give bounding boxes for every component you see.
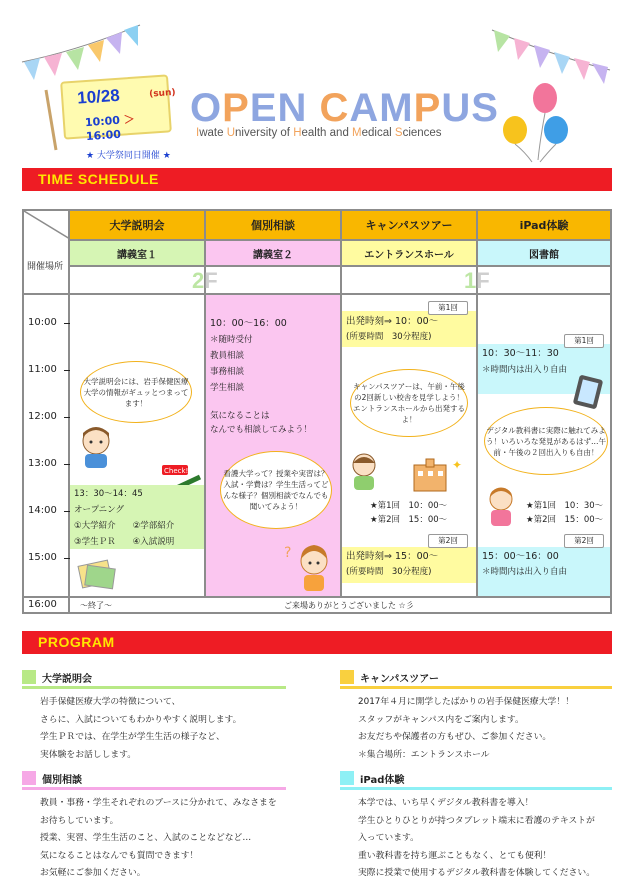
title-letter: C [319, 86, 350, 130]
ipad-rule [340, 787, 612, 790]
title-letter: O [190, 86, 223, 130]
consult-line-4: 学生相談 [210, 383, 245, 393]
venue-label: 開催場所 [27, 262, 64, 272]
program-briefing-line: 実体験をお話しします。 [40, 749, 137, 760]
ipad-round2-note: ＊時間内は出入り自由 [482, 567, 568, 577]
tablet-icon [572, 373, 606, 409]
tour-illustration [348, 451, 472, 495]
event-day: (sun) [148, 87, 176, 100]
tour-round1-tag: 第1回 [428, 301, 468, 315]
program-title: PROGRAM [38, 634, 115, 650]
title-letter: S [471, 86, 499, 130]
briefing-time: 13：30～14：45 [74, 489, 143, 499]
student-girl-icon [280, 537, 336, 593]
title-letter: P [413, 86, 442, 130]
program-briefing-line: さらに、入試についてもわかりやすく説明します。 [40, 714, 242, 725]
event-date: 10/28 [76, 85, 121, 108]
col-header-tour: キャンパスツアー [365, 219, 453, 232]
title-letter: U [441, 86, 472, 130]
tour-round2-depart: 出発時刻⇒ 15：00～ [346, 551, 439, 562]
program-ipad-title: iPad体験 [360, 775, 405, 786]
program-ipad-line: 実際に授業で使用するデジタル教科書を体験してください。 [358, 868, 595, 878]
student-girl-ipad-icon [482, 485, 520, 531]
program-bar [22, 631, 612, 654]
consult-line-3: 事務相談 [210, 367, 245, 377]
university-subtitle: Iwate University of Health and Medical Sciences [196, 127, 442, 139]
briefing-bubble: 大学説明会には、岩手保健医療大学の情報がギュッとつまってます！ [80, 361, 192, 423]
consult-line-1: ＊随時受付 [210, 335, 253, 345]
tour-list-2: ★第2回 15：00～ [370, 515, 448, 525]
floor-right: 1F [464, 268, 490, 293]
venue-ipad: 図書館 [529, 249, 559, 261]
program-ipad-line: 学生ひとりひとりが持つタブレット端末に看護のテキストが [358, 815, 595, 826]
program-tour-title: キャンパスツアー [360, 674, 439, 685]
program-tour [340, 668, 604, 764]
consult-line-6: 気になることは [210, 411, 270, 421]
corner-diagonal [24, 211, 70, 239]
program-consult-line: お待ちしています。 [40, 815, 119, 826]
program-briefing-title: 大学説明会 [42, 674, 92, 685]
schedule-table [22, 209, 612, 614]
date-card [60, 74, 176, 144]
program-briefing-body [40, 694, 300, 764]
briefing-line-2: ①大学紹介 ②学部紹介 [74, 521, 175, 531]
program-consult-line: 教員・事務・学生それぞれのブースに分かれて、みなさまを [40, 798, 277, 808]
ipad-bubble: デジタル教科書に実際に触れてみよう！いろいろな発見があるはず…午前・午後の２回出入りも自由！ [484, 407, 608, 475]
program-briefing [22, 668, 286, 764]
time-start: 10:00 [84, 113, 121, 130]
program-tour-line: ＊集合場所：エントランスホール [358, 749, 490, 760]
title-letter: M [379, 86, 414, 130]
tour-bubble: キャンパスツアーは、午前・午後の2回新しい校舎を見学しよう！エントランスホールから出発するよ！ [350, 369, 468, 437]
briefing-line-1: オープニング [74, 505, 124, 515]
program-briefing-line: 学生ＰＲでは、在学生が学生生活の様子など、 [40, 732, 225, 742]
student-boy-icon [76, 423, 120, 469]
col-header-consult: 個別相談 [251, 219, 295, 232]
program-consult-line: お気軽にご参加ください。 [40, 868, 146, 878]
venue-briefing: 講義室１ [117, 249, 157, 261]
consult-line-2: 教員相談 [210, 351, 245, 361]
svg-text:?: ? [284, 545, 292, 561]
floor-left: 2F [192, 268, 218, 293]
time-label-1400: 14:00 [28, 505, 68, 516]
tour-round2-tag: 第2回 [428, 534, 468, 548]
title-letter: N [277, 86, 308, 130]
tour-list-1: ★第1回 10：00～ [370, 501, 448, 511]
ipad-round1-note: ＊時間内は出入り自由 [482, 365, 568, 375]
ipad-chip [340, 771, 354, 785]
title-letter [307, 86, 319, 130]
time-schedule-title: TIME SCHEDULE [38, 171, 159, 187]
ipad-list-1: ★第1回 10：30～ [526, 501, 604, 511]
program-consult-line: 授業、実習、学生生活のこと、入試のことなどなど… [40, 833, 252, 843]
ipad-round1-tag: 第1回 [564, 334, 604, 348]
program-tour-line: お友だちや保護者の方もぜひ、ご参加ください。 [358, 732, 552, 742]
ipad-round1-time: 10：30～11：30 [482, 348, 559, 359]
venue-consult: 講義室２ [253, 249, 293, 261]
col-header-briefing: 大学説明会 [109, 219, 165, 232]
ipad-list-2: ★第2回 15：00～ [526, 515, 604, 525]
consult-bubble: 看護大学って？授業や実習は？入試・学費は？学生生活ってどんな様子？個別相談でなんでも聞いてみよう！ [220, 451, 332, 529]
program-ipad [340, 769, 604, 885]
program-ipad-line: 入っています。 [358, 833, 419, 843]
tour-chip [340, 670, 354, 684]
program-consult-line: 気になることはなんでも質問できます！ [40, 850, 199, 861]
program-tour-body [358, 694, 618, 764]
consult-chip [22, 771, 36, 785]
program-briefing-line: 岩手保健医療大学の特徴について、 [40, 697, 181, 707]
time-label-1000: 10:00 [28, 317, 68, 328]
col-header-ipad: iPad体験 [519, 219, 569, 232]
end-label: ～終了～ [80, 601, 112, 610]
program-tour-line: 2017年４月に開学したばかりの岩手保健医療大学！！ [358, 697, 574, 707]
briefing-chip [22, 670, 36, 684]
tour-round1-duration: (所要時間 30分程度) [346, 332, 432, 342]
program-ipad-body [358, 795, 628, 883]
briefing-rule [22, 686, 286, 689]
time-label-1500: 15:00 [28, 552, 68, 563]
program-ipad-line: 本学では、いち早くデジタル教科書を導入！ [358, 798, 534, 808]
arrow-right-icon: ＞ [123, 112, 136, 127]
time-label-1100: 11:00 [28, 364, 68, 375]
tour-rule [340, 686, 612, 689]
title-letter: P [222, 86, 250, 130]
ipad-round2-time: 15：00～16：00 [482, 551, 559, 562]
tour-round2-duration: (所要時間 30分程度) [346, 567, 432, 577]
consult-time: 10：00～16：00 [210, 318, 287, 329]
venue-tour: エントランスホール [364, 249, 454, 261]
festival-note: ★ 大学祭同日開催 ★ [86, 151, 171, 161]
consult-line-7: なんでも相談してみよう！ [210, 425, 313, 435]
consult-rule [22, 787, 286, 790]
title-letter: E [249, 86, 278, 130]
time-label-1300: 13:00 [28, 458, 68, 469]
time-label-1600: 16:00 [28, 599, 57, 610]
notebook-icon [76, 557, 124, 591]
header [0, 0, 632, 165]
program-consult-title: 個別相談 [42, 775, 82, 786]
svg-text:✦: ✦ [452, 458, 463, 472]
program-consult-body [40, 795, 300, 883]
tour-round1-depart: 出発時刻⇒ 10：00～ [346, 316, 439, 327]
page-title [190, 88, 499, 128]
ipad-round2-tag: 第2回 [564, 534, 604, 548]
thanks-message: ご来場ありがとうございました ☆彡 [284, 601, 414, 610]
time-end: 16:00 [85, 127, 122, 144]
event-time [84, 108, 170, 143]
time-label-1200: 12:00 [28, 411, 68, 422]
svg-text:Check!: Check! [164, 467, 189, 475]
title-letter: A [349, 86, 380, 130]
time-schedule-bar [22, 168, 612, 191]
program-consult [22, 769, 286, 885]
program-tour-line: スタッフがキャンパス内をご案内します。 [358, 714, 524, 725]
program-ipad-line: 重い教科書を持ち運ぶこともなく、とても便利！ [358, 850, 552, 861]
briefing-line-3: ③学生ＰＲ ④入試説明 [74, 537, 175, 547]
